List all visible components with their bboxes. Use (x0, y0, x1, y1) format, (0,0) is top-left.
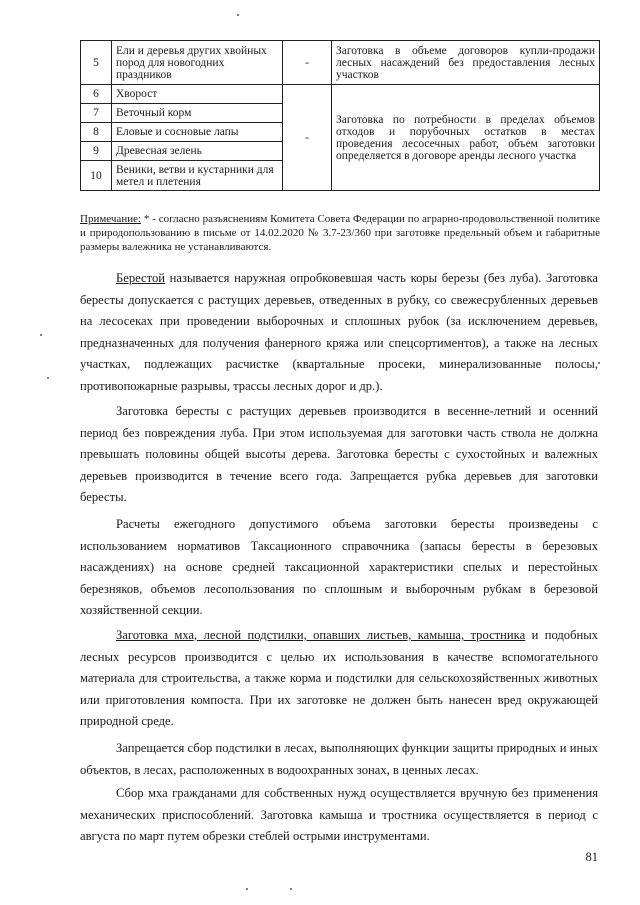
row-number: 5 (81, 41, 112, 85)
paragraph-litter-prohibition: Запрещается сбор подстилки в лесах, выполняющих функции защиты природных и иных объектов, в лесах, расположенных в водоохранных зонах, в ценных лесах. (80, 741, 598, 777)
paragraph-moss-litter-harvest: Заготовка мха, лесной подстилки, опавших листьев, камыша, тростника и подобных лесных ресурсов производится с целью их использования в качестве вспомогательного материала для строительства, а также корма и подстилки для сельскохозяйственных животных или приготовления компоста. При их заготовке не должен быть нанесен вред окружающей природной среде. (80, 628, 598, 728)
row-number: 9 (81, 142, 112, 161)
scan-speck (47, 377, 49, 379)
note-text: * - согласно разъяснениям Комитета Совета Федерации по аграрно-продовольственной политике и природопользованию в письме от 14.02.2020 № 3.7-23/360 при заготовке предельный объем и габаритные размеры валежника не устанавливаются. (80, 213, 600, 253)
scan-speck (237, 14, 239, 16)
limit-mark: - (283, 41, 332, 85)
forest-resources-table (80, 40, 600, 191)
page-number: 81 (585, 850, 598, 864)
table-row (81, 85, 600, 104)
row-number: 10 (81, 161, 112, 191)
limit-mark: - (283, 85, 332, 191)
paragraph-moss-reed-collection: Сбор мха гражданами для собственных нужд осуществляется вручную без применения механических приспособлений. Заготовка камыша и тростника осуществляется в период с августа по март путем обрезки стеблей острыми инструментами. (80, 786, 598, 843)
row-number: 6 (81, 85, 112, 104)
scan-speck (40, 334, 42, 336)
resource-name: Хворост (112, 85, 283, 104)
scan-speck (290, 888, 292, 890)
row-number: 7 (81, 104, 112, 123)
resource-name: Древесная зелень (112, 142, 283, 161)
harvest-condition: Заготовка в объеме договоров купли-продажи лесных насаждений без предоставления лесных участков (332, 41, 600, 85)
resource-name: Веточный корм (112, 104, 283, 123)
harvest-condition: Заготовка по потребности в пределах объемов отходов и порубочных остатков в местах проведения лесосечных работ, объем заготовки определяется в договоре аренды лесного участка (332, 85, 600, 191)
paragraph-birch-bark-definition: Берестой называется наружная опробковевшая часть коры березы (без луба). Заготовка бересты допускается с растущих деревьев, отведенных в рубку, со свежесрубленных деревьев на лесосеках при проведении выборочных и сплошных рубок (за исключением деревьев, предназначенных для получения фанерного кряжа или спецсортиментов), а также на лесных участках, подлежащих расчистке (квартальные просеки, минерализованные полосы, противопожарные разрывы, трассы лесных дорог и др.). (80, 271, 598, 393)
row-number: 8 (81, 123, 112, 142)
scan-speck (598, 362, 600, 364)
table-row (81, 41, 600, 85)
table-note (80, 212, 600, 254)
term-birch-bark: Берестой (116, 271, 165, 285)
term-moss-litter: Заготовка мха, лесной подстилки, опавших листьев, камыша, тростника (116, 628, 526, 642)
note-label: Примечание: (80, 213, 142, 225)
resource-name: Веники, ветви и кустарники для метел и плетения (112, 161, 283, 191)
scan-speck (246, 888, 248, 890)
resource-name: Ели и деревья других хвойных пород для новогодних праздников (112, 41, 283, 85)
resource-name: Еловые и сосновые лапы (112, 123, 283, 142)
paragraph-birch-bark-harvest-period: Заготовка бересты с растущих деревьев производится в весенне-летний и осенний период без повреждения луба. При этом используемая для заготовки часть ствола не должна превышать половины общей высоты дерева. Заготовка бересты с сухостойных и валежных деревьев производится в течение всего года. Запрещается рубка деревьев для заготовки бересты. (80, 404, 598, 504)
paragraph-birch-bark-calculation: Расчеты ежегодного допустимого объема заготовки бересты произведены с использованием нормативов Таксационного справочника (запасы бересты в березовых насаждениях) на основе средней таксационной характеристики спелых и перестойных березняков, объемов лесопользования по сплошным и выборочным рубкам в березовой хозяйственной секции. (80, 517, 598, 617)
